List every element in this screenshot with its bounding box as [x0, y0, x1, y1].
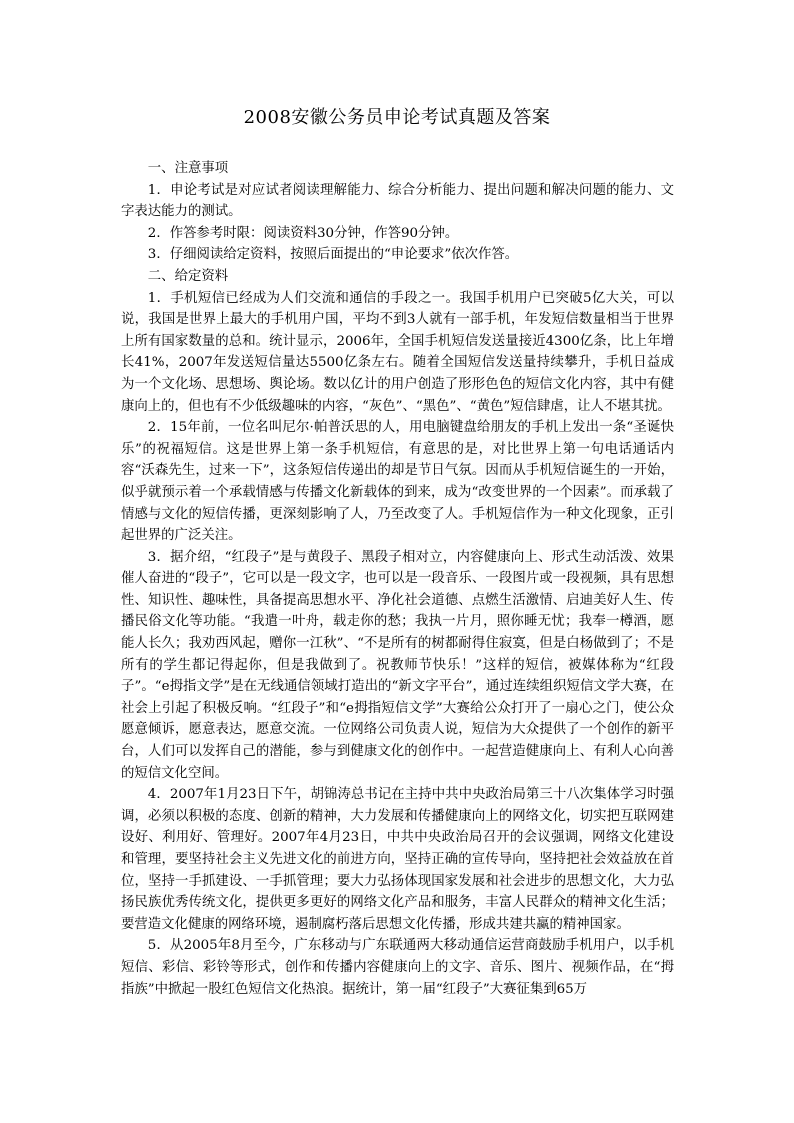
paragraph: 2．作答参考时限：阅读资料30分钟，作答90分钟。 — [147, 225, 459, 241]
paragraph: 1．申论考试是对应试者阅读理解能力、综合分析能力、提出问题和解决问题的能力、文字表达能力的测试。 — [121, 182, 674, 220]
document-body — [121, 158, 674, 1000]
paragraph: 3．据介绍，“红段子”是与黄段子、黑段子相对立，内容健康向上、形式生动活泼、效果催人奋进的“段子”，它可以是一段文字，也可以是一段音乐、一段图片或一段视频，具有思想性、知识性、趣味性，具备提高思想水平、净化社会道德、点燃生活激情、启迪美好人生、传播民俗文化等功能。“我遣一叶舟，载走你的愁；我执一片月，照你睡无忧；我奉一樽酒，愿能人长久；我劝西风起，赠你一江秋”、“不是所有的树都耐得住寂寞，但是白杨做到了；不是所有的学生都记得起你，但是我做到了。祝教师节快乐！”这样的短信，被媒体称为“红段子”。“e拇指文学”是在无线通信领域打造出的“新文字平台”，通过连续组织短信文学大赛，在社会上引起了积极反响。“红段子”和“e拇指短信文学”大赛给公众打开了一扇心之门，使公众愿意倾诉，愿意表达，愿意交流。一位网络公司负责人说，短信为大众提供了一个创作的新平台，人们可以发挥自己的潜能，参与到健康文化的创作中。一起营造健康向上、有利人心向善的短信文化空间。 — [121, 549, 674, 781]
paragraph: 5．从2005年8月至今，广东移动与广东联通两大移动通信运营商鼓励手机用户，以手机短信、彩信、彩铃等形式，创作和传播内容健康向上的文字、音乐、图片、视频作品，在“拇指族”中掀起一股红色短信文化热浪。据统计，第一届“红段子”大赛征集到65万 — [121, 938, 674, 997]
paragraph: 2．15年前，一位名叫尼尔·帕普沃思的人，用电脑键盘给朋友的手机上发出一条“圣诞快乐”的祝福短信。这是世界上第一条手机短信，有意思的是，对比世界上第一句电话通话内容“沃森先生，过来一下”，这条短信传递出的却是节日气氛。因而从手机短信诞生的一开始，似乎就预示着一个承载情感与传播文化新载体的到来，成为“改变世界的一个因素”。而承载了情感与文化的短信传播，更深刻影响了人，乃至改变了人。手机短信作为一种文化现象，正引起世界的广泛关注。 — [121, 420, 674, 544]
paragraph: 二、给定资料 — [147, 268, 229, 284]
document-title: 2008安徽公务员申论考试真题及答案 — [243, 107, 551, 128]
paragraph: 1．手机短信已经成为人们交流和通信的手段之一。我国手机用户已突破5亿大关，可以说，我国是世界上最大的手机用户国，平均不到3人就有一部手机，年发短信数量相当于世界上所有国家数量的总和。统计显示，2006年，全国手机短信发送量接近4300亿条，比上年增长41%，2007年发送短信量达5500亿条左右。随着全国短信发送量持续攀升，手机日益成为一个文化场、思想场、舆论场。数以亿计的用户创造了形形色色的短信文化内容，其中有健康向上的，但也有不少低级趣味的内容，“灰色”、“黑色”、“黄色”短信肆虐，让人不堪其扰。 — [121, 290, 674, 414]
paragraph: 一、注意事项 — [147, 161, 229, 176]
paragraph: 3．仔细阅读给定资料，按照后面提出的“申论要求”依次作答。 — [147, 247, 519, 263]
paragraph: 4．2007年1月23日下午，胡锦涛总书记在主持中共中央政治局第三十八次集体学习时强调，必须以积极的态度、创新的精神，大力发展和传播健康向上的网络文化，切实把互联网建设好、利用好、管理好。2007年4月23日，中共中央政治局召开的会议强调，网络文化建设和管理，要坚持社会主义先进文化的前进方向，坚持正确的宣传导向，坚持把社会效益放在首位，坚持一手抓建设、一手抓管理；要大力弘扬体现国家发展和社会进步的思想文化，大力弘扬民族优秀传统文化，提供更多更好的网络文化产品和服务，丰富人民群众的精神文化生活；要营造文化健康的网络环境，遏制腐朽落后思想文化传播，形成共建共赢的精神国家。 — [121, 787, 674, 932]
